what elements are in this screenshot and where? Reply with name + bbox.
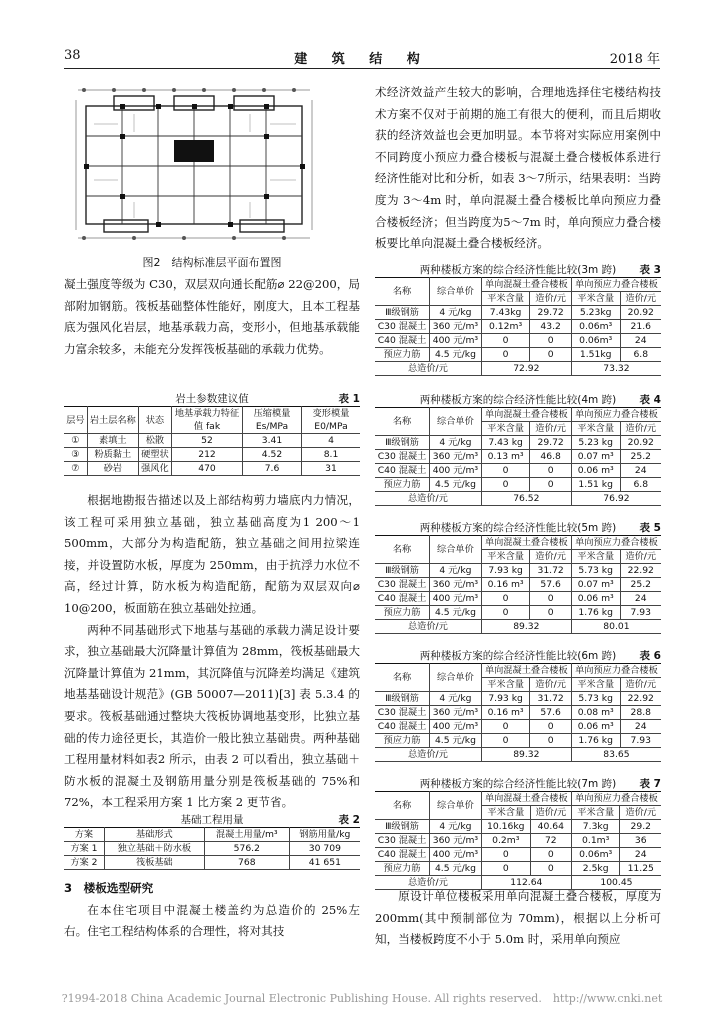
table-header-row bbox=[64, 407, 360, 434]
table-row bbox=[64, 462, 360, 476]
cell-item: C40 混凝土 bbox=[375, 720, 430, 734]
cell-value: 0 bbox=[530, 734, 572, 748]
cell-value: 0.06 m³ bbox=[571, 720, 620, 734]
cell-value: 0.1m³ bbox=[571, 834, 620, 848]
cell-value: 10.16kg bbox=[481, 820, 530, 834]
th-steel: 钢筋用量/kg bbox=[289, 828, 360, 842]
cell-value: 7.93 bbox=[620, 734, 661, 748]
th-cost: 造价/元 bbox=[530, 678, 572, 692]
cell-value: 0.06m³ bbox=[571, 334, 620, 348]
cell-total-concrete: 112.64 bbox=[481, 876, 571, 890]
cell-value: 40.64 bbox=[530, 820, 571, 834]
th-amount: 平米含量 bbox=[481, 550, 530, 564]
cell-price: 400 元/m³ bbox=[430, 848, 482, 862]
section-heading: 3 楼板选型研究 bbox=[64, 881, 154, 895]
table2-caption bbox=[64, 812, 360, 827]
table-row bbox=[375, 834, 661, 848]
cell-value: 57.6 bbox=[530, 578, 572, 592]
th-cost: 造价/元 bbox=[620, 292, 661, 306]
th-prestressed-slab: 单向预应力叠合楼板 bbox=[571, 278, 661, 292]
paragraph-text: 根据地勘报告描述以及上部结构剪力墙底内力情况，该工程可采用独立基础，独立基础高度为1 200～1 500mm，大部分为构造配筋，独立基础之间用拉梁连接，并设置防水板，厚度为 250mm，由于抗浮力水位不高，经过计算，防水板为构造配筋，配筋为双层双向⌀ 10@200，板面筋在独立基础处拉通。 bbox=[64, 493, 360, 615]
th-soil-name: 岩土层名称 bbox=[87, 407, 138, 434]
cell-value: 6.8 bbox=[620, 348, 661, 362]
cell-value: 0.16 m³ bbox=[481, 578, 530, 592]
th-name: 名称 bbox=[375, 408, 430, 436]
left-paragraph-1 bbox=[64, 274, 360, 360]
cell-total-concrete: 89.32 bbox=[481, 620, 571, 634]
table2-foundation-quantities bbox=[64, 827, 360, 870]
copyright-footer: ?1994-2018 China Academic Journal Electronic Publishing House. All rights reserved. http://www.cnki.net bbox=[61, 992, 663, 1005]
cost-table-7 bbox=[375, 791, 661, 890]
cell: 52 bbox=[172, 434, 243, 448]
cell: 8.1 bbox=[302, 448, 361, 462]
cell-value: 0.06m³ bbox=[571, 320, 620, 334]
th-concrete-slab: 单向混凝土叠合楼板 bbox=[481, 278, 571, 292]
paragraph-text: 在本住宅项目中混凝土楼盖约为总造价的 25%左右。住宅工程结构体系的合理性，将对其技 bbox=[64, 902, 360, 939]
table2-label: 表 2 bbox=[338, 814, 360, 826]
cell-total-label: 总造价/元 bbox=[375, 748, 481, 762]
th-concrete: 混凝土用量/m³ bbox=[204, 828, 289, 842]
cell-value: 7.43 kg bbox=[481, 436, 530, 450]
cell: 砂岩 bbox=[87, 462, 138, 476]
th-cost: 造价/元 bbox=[530, 422, 572, 436]
th-amount: 平米含量 bbox=[571, 678, 620, 692]
table-label: 表 7 bbox=[639, 778, 661, 790]
th-cost: 造价/元 bbox=[620, 806, 661, 820]
cost-table-5 bbox=[375, 535, 661, 634]
cell-value: 29.72 bbox=[530, 306, 572, 320]
cell-value: 0.08 m³ bbox=[571, 706, 620, 720]
th-deformation: 变形模量 E0/MPa bbox=[302, 407, 361, 434]
th-prestressed-slab: 单向预应力叠合楼板 bbox=[571, 664, 661, 678]
th-name: 名称 bbox=[375, 792, 430, 820]
table-title: 两种楼板方案的综合经济性能比较(7m 跨) bbox=[419, 778, 617, 790]
th-name: 名称 bbox=[375, 536, 430, 564]
th-prestressed-slab: 单向预应力叠合楼板 bbox=[571, 408, 661, 422]
cell-value: 11.25 bbox=[620, 862, 661, 876]
table1-label: 表 1 bbox=[338, 393, 360, 405]
cell-value: 24 bbox=[620, 592, 661, 606]
cell-item: 预应力筋 bbox=[375, 862, 430, 876]
table-total-row bbox=[375, 620, 661, 634]
table-row bbox=[375, 706, 661, 720]
th-amount: 平米含量 bbox=[481, 678, 530, 692]
cell-total-label: 总造价/元 bbox=[375, 876, 481, 890]
cell-value: 0 bbox=[530, 720, 572, 734]
cell: 470 bbox=[172, 462, 243, 476]
table-row bbox=[375, 862, 661, 876]
cell-total-prestressed: 100.45 bbox=[571, 876, 661, 890]
cell-price: 4.5 元/kg bbox=[430, 478, 482, 492]
cell-value: 0 bbox=[530, 348, 572, 362]
cell-value: 22.92 bbox=[620, 564, 661, 578]
cost-table-3-caption bbox=[375, 262, 661, 277]
paragraph-text: 凝土强度等级为 C30，双层双向通长配筋⌀ 22@200，局部附加钢筋。筏板基础整体性能好，刚度大，且本工程基底为强风化岩层，地基承载力高，变形小，但地基承载能力富余较多，未能充分发挥筏板基础的承载力优势。 bbox=[64, 277, 360, 356]
cell-value: 0.06 m³ bbox=[571, 464, 620, 478]
cell-value: 24 bbox=[620, 848, 661, 862]
cell-value: 0 bbox=[481, 592, 530, 606]
table-row bbox=[375, 334, 661, 348]
table-row bbox=[375, 450, 661, 464]
table-header-row bbox=[375, 536, 661, 550]
cell: ① bbox=[64, 434, 87, 448]
table-title: 两种楼板方案的综合经济性能比较(6m 跨) bbox=[419, 650, 617, 662]
th-cost: 造价/元 bbox=[620, 678, 661, 692]
th-cost: 造价/元 bbox=[620, 422, 661, 436]
table-row bbox=[375, 436, 661, 450]
floor-plan-figure bbox=[74, 84, 314, 244]
cell-item: C30 混凝土 bbox=[375, 450, 430, 464]
paragraph-text: 术经济效益产生较大的影响，合理地选择住宅楼结构技术方案不仅对于前期的施工有很大的便利，而且后期收获的经济效益也会更加明显。本节将对实际应用案例中不同跨度小预应力叠合楼板与混凝土叠合楼板体系进行经济性能对比和分析，如表 3～7所示，结果表明：当跨度为 3～4m 时，单向混凝土叠合楼板比单向预应力叠合楼板经济；但当跨度为5～7m 时，单向预应力叠合楼板要比单向混凝土叠合楼板经济。 bbox=[375, 85, 661, 251]
th-name: 名称 bbox=[375, 664, 430, 692]
cell-value: 5.23 kg bbox=[571, 436, 620, 450]
cell-value: 0.07 m³ bbox=[571, 578, 620, 592]
right-paragraph-2 bbox=[375, 886, 661, 951]
cell-value: 1.51 kg bbox=[571, 478, 620, 492]
table-total-row bbox=[375, 362, 661, 376]
cell: 30 709 bbox=[289, 842, 360, 856]
cell-value: 0 bbox=[481, 348, 530, 362]
table-row bbox=[375, 306, 661, 320]
cell-value: 0.07 m³ bbox=[571, 450, 620, 464]
cell: 素填土 bbox=[87, 434, 138, 448]
right-paragraph-1 bbox=[375, 82, 661, 255]
table-row bbox=[375, 320, 661, 334]
th-prestressed-slab: 单向预应力叠合楼板 bbox=[571, 792, 661, 806]
cell-item: C40 混凝土 bbox=[375, 464, 430, 478]
cell-total-prestressed: 73.32 bbox=[571, 362, 661, 376]
table1-soil-parameters bbox=[64, 406, 360, 476]
cell-total-label: 总造价/元 bbox=[375, 492, 481, 506]
cell: 41 651 bbox=[289, 856, 360, 870]
cell-item: 预应力筋 bbox=[375, 348, 430, 362]
cell-value: 0 bbox=[481, 464, 530, 478]
table-row bbox=[375, 848, 661, 862]
cell-value: 31.72 bbox=[530, 564, 572, 578]
th-cost: 造价/元 bbox=[530, 550, 572, 564]
cell-value: 7.43kg bbox=[481, 306, 530, 320]
cost-table-7-caption bbox=[375, 776, 661, 791]
table-row bbox=[375, 734, 661, 748]
th-foundation-type: 基础形式 bbox=[104, 828, 204, 842]
th-amount: 平米含量 bbox=[571, 550, 620, 564]
cell-price: 4 元/kg bbox=[430, 564, 482, 578]
cell-price: 400 元/m³ bbox=[430, 334, 482, 348]
cell: 松散 bbox=[138, 434, 171, 448]
cell-value: 0 bbox=[481, 848, 530, 862]
table-total-row bbox=[375, 748, 661, 762]
cell-total-prestressed: 80.01 bbox=[571, 620, 661, 634]
table-row bbox=[375, 592, 661, 606]
cell: 强风化 bbox=[138, 462, 171, 476]
cell-value: 1.51kg bbox=[571, 348, 620, 362]
th-unit-price: 综合单价 bbox=[430, 536, 482, 564]
cell-value: 0 bbox=[530, 848, 571, 862]
cell-item: 预应力筋 bbox=[375, 734, 430, 748]
cost-table-4-caption bbox=[375, 392, 661, 407]
cell-item: C30 混凝土 bbox=[375, 706, 430, 720]
th-amount: 平米含量 bbox=[481, 292, 530, 306]
table-row bbox=[375, 478, 661, 492]
cell-value: 0 bbox=[481, 606, 530, 620]
cell-value: 1.76 kg bbox=[571, 734, 620, 748]
cell-price: 4 元/kg bbox=[430, 436, 482, 450]
cell-value: 0 bbox=[530, 334, 572, 348]
cell-value: 0 bbox=[481, 734, 530, 748]
cell-value: 2.5kg bbox=[571, 862, 620, 876]
table-row bbox=[375, 348, 661, 362]
left-paragraph-2-3 bbox=[64, 490, 360, 814]
cell-value: 0 bbox=[530, 478, 572, 492]
th-cost: 造价/元 bbox=[530, 806, 571, 820]
cell-value: 7.93 kg bbox=[481, 692, 530, 706]
cell: 3.41 bbox=[243, 434, 302, 448]
cell-value: 46.8 bbox=[530, 450, 572, 464]
cost-table-6 bbox=[375, 663, 661, 762]
cell-price: 360 元/m³ bbox=[430, 834, 482, 848]
table-row bbox=[375, 578, 661, 592]
table-row bbox=[375, 564, 661, 578]
th-amount: 平米含量 bbox=[481, 806, 530, 820]
cell-item: 预应力筋 bbox=[375, 606, 430, 620]
cell-price: 4 元/kg bbox=[430, 306, 482, 320]
cell-item: C40 混凝土 bbox=[375, 848, 430, 862]
cell: 576.2 bbox=[204, 842, 289, 856]
th-unit-price: 综合单价 bbox=[430, 664, 482, 692]
cell-total-concrete: 89.32 bbox=[481, 748, 571, 762]
cell-value: 5.73 kg bbox=[571, 692, 620, 706]
table-header-row bbox=[375, 278, 661, 292]
cost-table-4 bbox=[375, 407, 661, 506]
cell-value: 24 bbox=[620, 334, 661, 348]
cell: 212 bbox=[172, 448, 243, 462]
cell-total-concrete: 72.92 bbox=[481, 362, 571, 376]
cell: 4.52 bbox=[243, 448, 302, 462]
th-prestressed-slab: 单向预应力叠合楼板 bbox=[571, 536, 661, 550]
table-header-row bbox=[375, 792, 661, 806]
cell-value: 24 bbox=[620, 720, 661, 734]
cell-value: 29.2 bbox=[620, 820, 661, 834]
cell-price: 400 元/m³ bbox=[430, 720, 482, 734]
th-unit-price: 综合单价 bbox=[430, 408, 482, 436]
th-unit-price: 综合单价 bbox=[430, 278, 482, 306]
cell-value: 0.2m³ bbox=[481, 834, 530, 848]
cell: 7.6 bbox=[243, 462, 302, 476]
cost-table-3 bbox=[375, 277, 661, 376]
cell-value: 7.93 bbox=[620, 606, 661, 620]
table-title: 两种楼板方案的综合经济性能比较(5m 跨) bbox=[419, 522, 617, 534]
th-concrete-slab: 单向混凝土叠合楼板 bbox=[481, 536, 571, 550]
cell-value: 0 bbox=[481, 334, 530, 348]
cell-value: 22.92 bbox=[620, 692, 661, 706]
cost-table-6-caption bbox=[375, 648, 661, 663]
table-total-row bbox=[375, 492, 661, 506]
cell-value: 31.72 bbox=[530, 692, 572, 706]
cell-value: 24 bbox=[620, 464, 661, 478]
cell-value: 0 bbox=[481, 478, 530, 492]
cell-price: 4 元/kg bbox=[430, 692, 482, 706]
cell-price: 4.5 元/kg bbox=[430, 606, 482, 620]
table-row bbox=[375, 720, 661, 734]
th-cost: 造价/元 bbox=[530, 292, 572, 306]
cell-item: C40 混凝土 bbox=[375, 592, 430, 606]
cell: 768 bbox=[204, 856, 289, 870]
table-label: 表 6 bbox=[639, 650, 661, 662]
cell: ⑦ bbox=[64, 462, 87, 476]
table-header-row bbox=[64, 828, 360, 842]
cost-table-5-caption bbox=[375, 520, 661, 535]
table1-caption bbox=[64, 391, 360, 406]
cell-value: 6.8 bbox=[620, 478, 661, 492]
cell: 方案 1 bbox=[64, 842, 104, 856]
running-header bbox=[64, 48, 660, 68]
cell-value: 0 bbox=[530, 606, 572, 620]
table-title: 两种楼板方案的综合经济性能比较(3m 跨) bbox=[419, 264, 617, 276]
cell-item: Ⅲ级钢筋 bbox=[375, 564, 430, 578]
cell: 硬塑状 bbox=[138, 448, 171, 462]
cell-value: 43.2 bbox=[530, 320, 572, 334]
cell-value: 0.06m³ bbox=[571, 848, 620, 862]
cell-total-label: 总造价/元 bbox=[375, 362, 481, 376]
th-compression: 压缩模量 Es/MPa bbox=[243, 407, 302, 434]
cell-item: Ⅲ级钢筋 bbox=[375, 820, 430, 834]
table-label: 表 5 bbox=[639, 522, 661, 534]
cell: 筏板基础 bbox=[104, 856, 204, 870]
table-row bbox=[64, 856, 360, 870]
table-row bbox=[64, 448, 360, 462]
paragraph-text: 原设计单位楼板采用单向混凝土叠合楼板，厚度为 200mm(其中预制部位为 70mm)，根据以上分析可知，当楼板跨度不小于 5.0m 时，采用单向预应 bbox=[375, 889, 661, 947]
cell-item: Ⅲ级钢筋 bbox=[375, 436, 430, 450]
page-number: 38 bbox=[64, 48, 81, 63]
cell-value: 29.72 bbox=[530, 436, 572, 450]
cell-total-label: 总造价/元 bbox=[375, 620, 481, 634]
cell-value: 25.2 bbox=[620, 578, 661, 592]
cell-value: 28.8 bbox=[620, 706, 661, 720]
th-scheme: 方案 bbox=[64, 828, 104, 842]
cell-price: 4.5 元/kg bbox=[430, 862, 482, 876]
cell-value: 0 bbox=[530, 464, 572, 478]
journal-title: 建 筑 结 构 bbox=[294, 52, 430, 67]
th-bearing: 地基承载力特征值 fak bbox=[172, 407, 243, 434]
cell: ③ bbox=[64, 448, 87, 462]
cell-value: 5.73 kg bbox=[571, 564, 620, 578]
cell-price: 360 元/m³ bbox=[430, 450, 482, 464]
cell-item: C30 混凝土 bbox=[375, 578, 430, 592]
cell-value: 7.93 kg bbox=[481, 564, 530, 578]
cell-item: C30 混凝土 bbox=[375, 834, 430, 848]
cell-price: 4 元/kg bbox=[430, 820, 482, 834]
table-row bbox=[375, 820, 661, 834]
cell-item: C40 混凝土 bbox=[375, 334, 430, 348]
cell: 独立基础＋防水板 bbox=[104, 842, 204, 856]
table-header-row bbox=[375, 664, 661, 678]
cell-total-concrete: 76.52 bbox=[481, 492, 571, 506]
cell-value: 0.13 m³ bbox=[481, 450, 530, 464]
cell-value: 25.2 bbox=[620, 450, 661, 464]
cell-price: 360 元/m³ bbox=[430, 706, 482, 720]
cell-value: 0.12m³ bbox=[481, 320, 530, 334]
table-row bbox=[375, 692, 661, 706]
th-concrete-slab: 单向混凝土叠合楼板 bbox=[481, 664, 571, 678]
cell-value: 5.23kg bbox=[571, 306, 620, 320]
cell-price: 360 元/m³ bbox=[430, 320, 482, 334]
cell-value: 1.76 kg bbox=[571, 606, 620, 620]
cell-price: 360 元/m³ bbox=[430, 578, 482, 592]
cell-price: 400 元/m³ bbox=[430, 592, 482, 606]
issue-year: 2018 年 bbox=[609, 52, 660, 67]
paragraph-text: 两种不同基础形式下地基与基础的承载力满足设计要求，独立基础最大沉降量计算值为 28mm，筏板基础最大沉降量计算值为 21mm，其沉降值与沉降差均满足《建筑地基基础设计规范》(GB 50007—2011)[3] 表 5.3.4 的要求。筏板基础通过整块大筏板协调地基变形，比独立基础的传力途径更长，其造价一般比独立基础贵。两种基础工程用量材料如表2 所示，由表 2 可以看出，独立基础＋防水板的混凝土及钢筋用量分别是筏板基础的 75%和 72%，本工程采用方案 1 比方案 2 更节省。 bbox=[64, 622, 360, 810]
cell-value: 0 bbox=[530, 862, 571, 876]
table-title: 两种楼板方案的综合经济性能比较(4m 跨) bbox=[419, 394, 617, 406]
th-unit-price: 综合单价 bbox=[430, 792, 482, 820]
cell-item: Ⅲ级钢筋 bbox=[375, 692, 430, 706]
cell-price: 400 元/m³ bbox=[430, 464, 482, 478]
th-state: 状态 bbox=[138, 407, 171, 434]
th-concrete-slab: 单向混凝土叠合楼板 bbox=[481, 408, 571, 422]
table-row bbox=[375, 606, 661, 620]
cell-value: 0.16 m³ bbox=[481, 706, 530, 720]
cell: 粉质黏土 bbox=[87, 448, 138, 462]
table-row bbox=[375, 464, 661, 478]
cell-total-prestressed: 76.92 bbox=[571, 492, 661, 506]
table-row bbox=[64, 842, 360, 856]
cell-total-prestressed: 83.65 bbox=[571, 748, 661, 762]
cell-item: 预应力筋 bbox=[375, 478, 430, 492]
section-3 bbox=[64, 878, 360, 943]
cell-item: C30 混凝土 bbox=[375, 320, 430, 334]
th-layer: 层号 bbox=[64, 407, 87, 434]
header-rule bbox=[64, 68, 660, 69]
th-amount: 平米含量 bbox=[571, 422, 620, 436]
cell-value: 0.06 m³ bbox=[571, 592, 620, 606]
cell-value: 36 bbox=[620, 834, 661, 848]
th-concrete-slab: 单向混凝土叠合楼板 bbox=[481, 792, 571, 806]
table-label: 表 3 bbox=[639, 264, 661, 276]
cell-item: Ⅲ级钢筋 bbox=[375, 306, 430, 320]
th-cost: 造价/元 bbox=[620, 550, 661, 564]
table-header-row bbox=[375, 408, 661, 422]
cell-price: 4.5 元/kg bbox=[430, 734, 482, 748]
cell-value: 20.92 bbox=[620, 306, 661, 320]
cell-value: 7.3kg bbox=[571, 820, 620, 834]
cell: 4 bbox=[302, 434, 361, 448]
cell: 方案 2 bbox=[64, 856, 104, 870]
cell-value: 0 bbox=[481, 862, 530, 876]
th-amount: 平米含量 bbox=[571, 292, 620, 306]
th-name: 名称 bbox=[375, 278, 430, 306]
table2-title: 基础工程用量 bbox=[180, 814, 244, 826]
figure-caption: 图2 结构标准层平面布置图 bbox=[142, 256, 282, 269]
th-amount: 平米含量 bbox=[481, 422, 530, 436]
th-amount: 平米含量 bbox=[571, 806, 620, 820]
cell-value: 57.6 bbox=[530, 706, 572, 720]
cell-value: 72 bbox=[530, 834, 571, 848]
cell: 31 bbox=[302, 462, 361, 476]
cell-value: 20.92 bbox=[620, 436, 661, 450]
table-label: 表 4 bbox=[639, 394, 661, 406]
cell-value: 0 bbox=[481, 720, 530, 734]
cell-value: 0 bbox=[530, 592, 572, 606]
table-row bbox=[64, 434, 360, 448]
cell-price: 4.5 元/kg bbox=[430, 348, 482, 362]
table1-title: 岩土参数建议值 bbox=[175, 393, 249, 405]
cell-value: 21.6 bbox=[620, 320, 661, 334]
